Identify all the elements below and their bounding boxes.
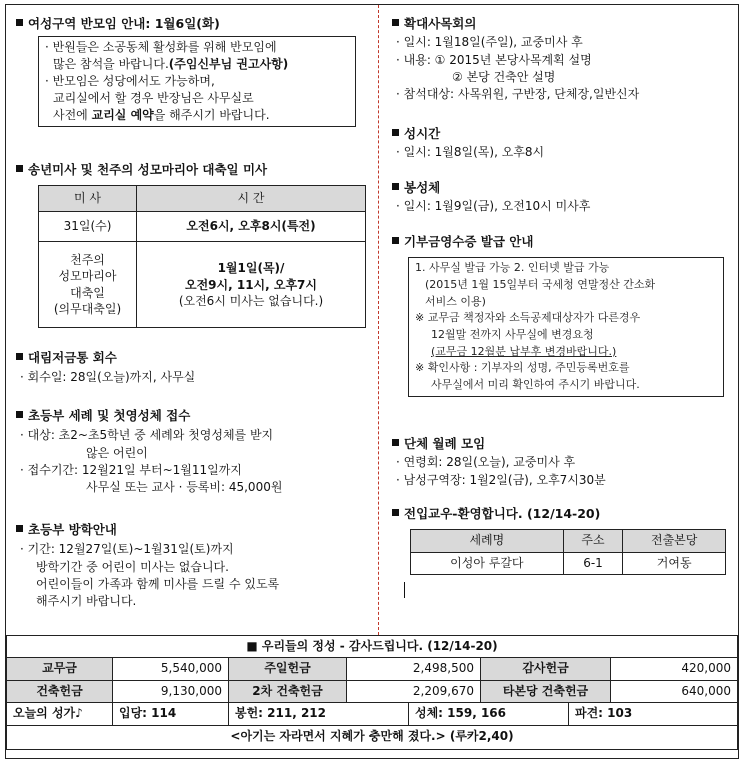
hymn-table [6, 702, 738, 749]
section-title: 확대사목회의 [404, 15, 730, 33]
section-title: 여성구역 반모임 안내: 1월6일(화) [28, 15, 370, 33]
line: · 일시: 1월9일(금), 오전10시 미사후 [396, 199, 591, 214]
line: · 회수일: 28일(오늘)까지, 사무실 [20, 370, 196, 385]
line [53, 56, 349, 73]
text: 대축일 [70, 285, 105, 300]
text-cursor [404, 582, 405, 598]
line: · 기간: 12월27일(토)~1월31일(토)까지 [20, 542, 234, 557]
line: · 남성구역장: 1월2일(금), 오후7시30분 [396, 472, 606, 487]
receipt-box [408, 257, 724, 397]
line: ※ 확인사항 : 기부자의 성명, 주민등록번호를 [415, 361, 630, 375]
text: 을 해주시기 바랍니다. [153, 108, 270, 123]
year-end-mass-section [14, 161, 370, 328]
text: (의무대축일) [53, 301, 122, 316]
label-cell: 주일헌금 [229, 658, 347, 680]
label-cell: 감사헌금 [481, 658, 611, 680]
section-title: 단체 월례 모임 [404, 435, 730, 453]
header-cell: 전출본당 [623, 530, 726, 552]
line: · 반원들은 소공동체 활성화를 위해 반모임에 [45, 40, 277, 55]
section-title: 전입교우-환영합니다. (12/14-20) [404, 505, 730, 523]
line: · 내용: ① 2015년 본당사목계획 설명 [396, 52, 592, 67]
vacation-section [14, 521, 370, 611]
line: ② 본당 건축안 설명 [452, 69, 556, 84]
table-cell [137, 242, 366, 328]
line [53, 107, 349, 124]
section-title: 봉성체 [404, 179, 730, 197]
section-title: 초등부 세례 및 첫영성체 접수 [28, 407, 370, 425]
header-cell: 주소 [563, 530, 623, 552]
line: 사무실에서 미리 확인하여 주시기 바랍니다. [431, 378, 640, 392]
emphasis: (주임신부님 권고사항) [168, 57, 289, 72]
amount-cell: 9,130,000 [113, 680, 229, 702]
mass-table [38, 185, 366, 328]
offering-title: ■ 우리들의 정성 - 감사드립니다. (12/14-20) [7, 636, 738, 658]
line: 해주시기 바랍니다. [36, 594, 137, 609]
line: 어린이들이 가족과 함께 미사를 드릴 수 있도록 [36, 576, 280, 591]
section-title: 송년미사 및 천주의 성모마리아 대축일 미사 [28, 161, 370, 179]
line: 1. 사무실 발급 가능 2. 인터넷 발급 가능 [415, 261, 610, 275]
hymn-cell: 파견: 103 [569, 703, 738, 725]
communion-section [390, 179, 730, 216]
section-title: 기부금영수증 발급 안내 [404, 233, 730, 251]
text: 성모마리아 [58, 269, 117, 284]
table-cell: 이성아 루갈다 [411, 552, 564, 574]
bulletin-page [5, 4, 739, 759]
line: (교무금 12월분 납부후 변경바랍니다.) [431, 344, 617, 358]
line: · 연령회: 28일(오늘), 교중미사 후 [396, 455, 576, 470]
table-cell: 오전6시, 오후8시(특전) [137, 212, 366, 242]
baptism-section [14, 407, 370, 497]
header-cell: 세례명 [411, 530, 564, 552]
offering-table [6, 635, 738, 703]
label-cell: 2차 건축헌금 [229, 680, 347, 702]
hymn-label: 오늘의 성가♪ [7, 703, 113, 725]
pastoral-council-section [390, 15, 730, 104]
notice-box [38, 36, 356, 127]
header-cell: 미 사 [39, 186, 137, 212]
section-title: 대림저금통 회수 [28, 349, 370, 367]
amount-cell: 420,000 [611, 658, 738, 680]
line: 사무실 또는 교사 · 등록비: 45,000원 [86, 480, 283, 495]
line: · 대상: 초2~초5학년 중 세례와 첫영성체를 받지 [20, 428, 274, 443]
hymn-cell: 봉헌: 211, 212 [229, 703, 409, 725]
text: 1월1일(목)/ [217, 261, 285, 276]
donation-receipt-section [390, 233, 730, 397]
scripture-quote: <아기는 자라면서 지혜가 충만해 졌다.> (루카2,40) [7, 725, 738, 749]
text: (오전6시 미사는 없습니다.) [178, 293, 324, 308]
text: 오전9시, 11시, 오후7시 [184, 277, 318, 292]
newcomer-table [410, 529, 726, 575]
line: · 일시: 1월8일(목), 오후8시 [396, 145, 545, 160]
section-title: 초등부 방학안내 [28, 521, 370, 539]
table-cell: 거여동 [623, 552, 726, 574]
line: 교리실에서 할 경우 반장님은 사무실로 [53, 91, 254, 106]
welcome-section [390, 505, 730, 575]
hymn-cell: 입당: 114 [113, 703, 229, 725]
women-district-section [14, 15, 370, 127]
text: 많은 참석을 바랍니다. [53, 57, 169, 72]
line: · 접수기간: 12월21일 부터~1월11일까지 [20, 462, 242, 477]
table-cell: 31일(수) [39, 212, 137, 242]
amount-cell: 2,209,670 [347, 680, 481, 702]
monthly-meeting-section [390, 435, 730, 489]
hymn-cell: 성체: 159, 166 [409, 703, 569, 725]
text: 사전에 [53, 108, 88, 123]
line: · 일시: 1월18일(주일), 교중미사 후 [396, 35, 583, 50]
line: 않은 어린이 [86, 445, 148, 460]
line: 서비스 이용) [425, 294, 486, 308]
section-title: 성시간 [404, 125, 730, 143]
holy-hour-section [390, 125, 730, 162]
label-cell: 교무금 [7, 658, 113, 680]
line: · 참석대상: 사목위원, 구반장, 단체장,일반신자 [396, 87, 640, 102]
line: 방학기간 중 어린이 미사는 없습니다. [36, 559, 229, 574]
advent-bank-section [14, 349, 370, 387]
text: 천주의 [70, 253, 105, 268]
offering-section [6, 635, 738, 750]
table-cell: 6-1 [563, 552, 623, 574]
label-cell: 건축헌금 [7, 680, 113, 702]
label-cell: 타본당 건축헌금 [481, 680, 611, 702]
amount-cell: 2,498,500 [347, 658, 481, 680]
line: (2015년 1월 15일부터 국세청 연말정산 간소화 [425, 277, 656, 291]
amount-cell: 5,540,000 [113, 658, 229, 680]
column-divider [378, 5, 379, 635]
header-cell: 시 간 [137, 186, 366, 212]
table-cell [39, 242, 137, 328]
line: 12월말 전까지 사무실에 변경요청 [431, 328, 594, 341]
line: ※ 교무금 책정자와 소득공제대상자가 다른경우 [415, 311, 641, 325]
amount-cell: 640,000 [611, 680, 738, 702]
line: · 반모임은 성당에서도 가능하며, [45, 74, 215, 89]
emphasis: 교리실 예약 [91, 108, 154, 123]
